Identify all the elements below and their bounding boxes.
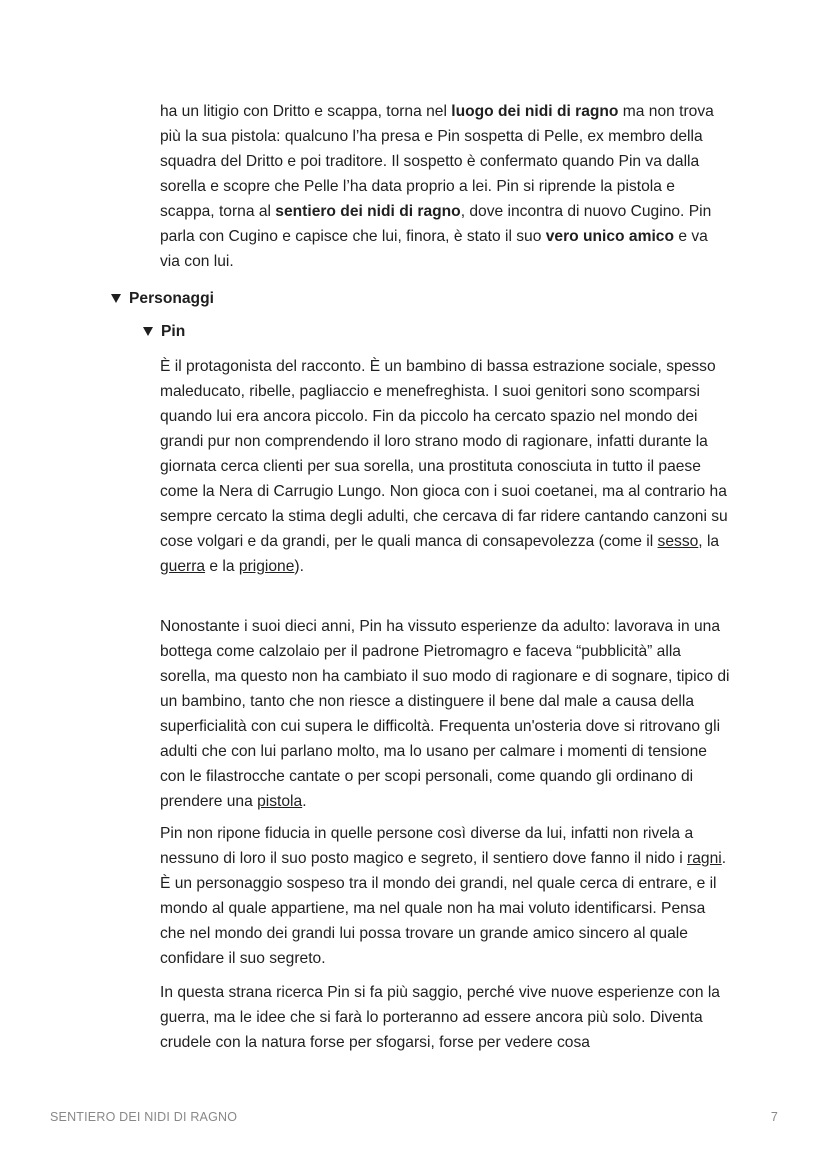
- toggle-pin-label: Pin: [161, 323, 186, 340]
- text-run: , la: [698, 533, 720, 550]
- pin-paragraph-1: [160, 354, 730, 579]
- triangle-down-icon: [111, 294, 121, 303]
- text-run: In questa strana ricerca Pin si fa più saggio, perché vive nuove esperienze con la guerra, ma le idee che si farà lo porteranno ad essere ancora più solo. Diventa crudele con la natura forse per sfogarsi, forse per vedere cosa: [160, 984, 720, 1051]
- pin-paragraph-2: [160, 614, 730, 814]
- pin-paragraph-3: [160, 821, 730, 971]
- toggle-pin[interactable]: [143, 319, 185, 344]
- page-number: 7: [770, 1110, 778, 1124]
- text-run: . È un personaggio sospeso tra il mondo dei grandi, nel quale cerca di entrare, e il mondo al quale appartiene, ma nel quale non ha mai voluto identificarsi. Pensa che nel mondo dei grandi lui possa trovare un grande amico sincero al quale confidare il suo segreto.: [160, 850, 727, 967]
- bold-phrase: luogo dei nidi di ragno: [451, 103, 619, 120]
- underlined-term: prigione: [238, 558, 295, 575]
- triangle-down-icon: [143, 327, 153, 336]
- toggle-personaggi[interactable]: [111, 286, 214, 311]
- text-run: , dove incontra di nuovo Cugino. Pin parla con Cugino e capisce che lui, finora, è stato il suo: [160, 203, 712, 245]
- text-run: ma non trova più la sua pistola: qualcuno l’ha presa e Pin sospetta di Pelle, ex membro della squadra del Dritto e poi traditore. Il sospetto è confermato quando Pin va dalla sorella e scopre che Pelle l’ha data proprio a lei. Pin si riprende la pistola e scappa, torna al: [160, 103, 714, 220]
- underlined-term: sesso: [657, 533, 699, 550]
- underlined-term: pistola: [257, 793, 303, 810]
- text-run: Nonostante i suoi dieci anni, Pin ha vissuto esperienze da adulto: lavorava in una bottega come calzolaio per il padrone Pietromagro e faceva “pubblicità” alla sorella, ma questo non ha cambiato il suo modo di ragionare e di sognare, tipico di un bambino, tanto che non riesce a distinguere il bene dal male a causa della superficialità con cui supera le difficoltà. Frequenta un'osteria dove si ritrovano gli adulti che con lui parlano molto, ma lo usano per calmare i momenti di tensione con le filastrocche cantate o per scopi personali, come quando gli ordinano di prendere una: [160, 618, 730, 810]
- text-run: .: [302, 793, 307, 810]
- text-run: ).: [294, 558, 304, 575]
- bold-phrase: sentiero dei nidi di ragno: [275, 203, 461, 220]
- footer-title: SENTIERO DEI NIDI DI RAGNO: [50, 1110, 238, 1124]
- text-run: e va via con lui.: [160, 228, 708, 270]
- text-run: Pin non ripone fiducia in quelle persone così diverse da lui, infatti non rivela a nessuno di loro il suo posto magico e segreto, il sentiero dove fanno il nido i: [160, 825, 694, 867]
- text-run: e la: [205, 558, 239, 575]
- text-run: È il protagonista del racconto. È un bambino di bassa estrazione sociale, spesso maleducato, ribelle, pagliaccio e menefreghista. I suoi genitori sono scomparsi quando lui era ancora piccolo. Fin da piccolo ha cercato spazio nel mondo dei grandi pur non comprendendo il loro strano modo di ragionare, infatti durante la giornata cerca clienti per sua sorella, una prostituta conosciuta in tutto il paese come la Nera di Carrugio Lungo. Non gioca con i suoi coetanei, ma al contrario ha sempre cercato la stima degli adulti, che cercava di far ridere cantando canzoni su cose volgari e da grandi, per le quali manca di consapevolezza (come il: [160, 358, 728, 550]
- pin-paragraph-4: [160, 980, 730, 1055]
- underlined-term: guerra: [160, 558, 206, 575]
- intro-paragraph: [160, 99, 730, 274]
- toggle-personaggi-label: Personaggi: [129, 290, 214, 307]
- underlined-term: ragni: [687, 850, 722, 867]
- text-run: ha un litigio con Dritto e scappa, torna nel: [160, 103, 452, 120]
- bold-phrase: vero unico amico: [545, 228, 674, 245]
